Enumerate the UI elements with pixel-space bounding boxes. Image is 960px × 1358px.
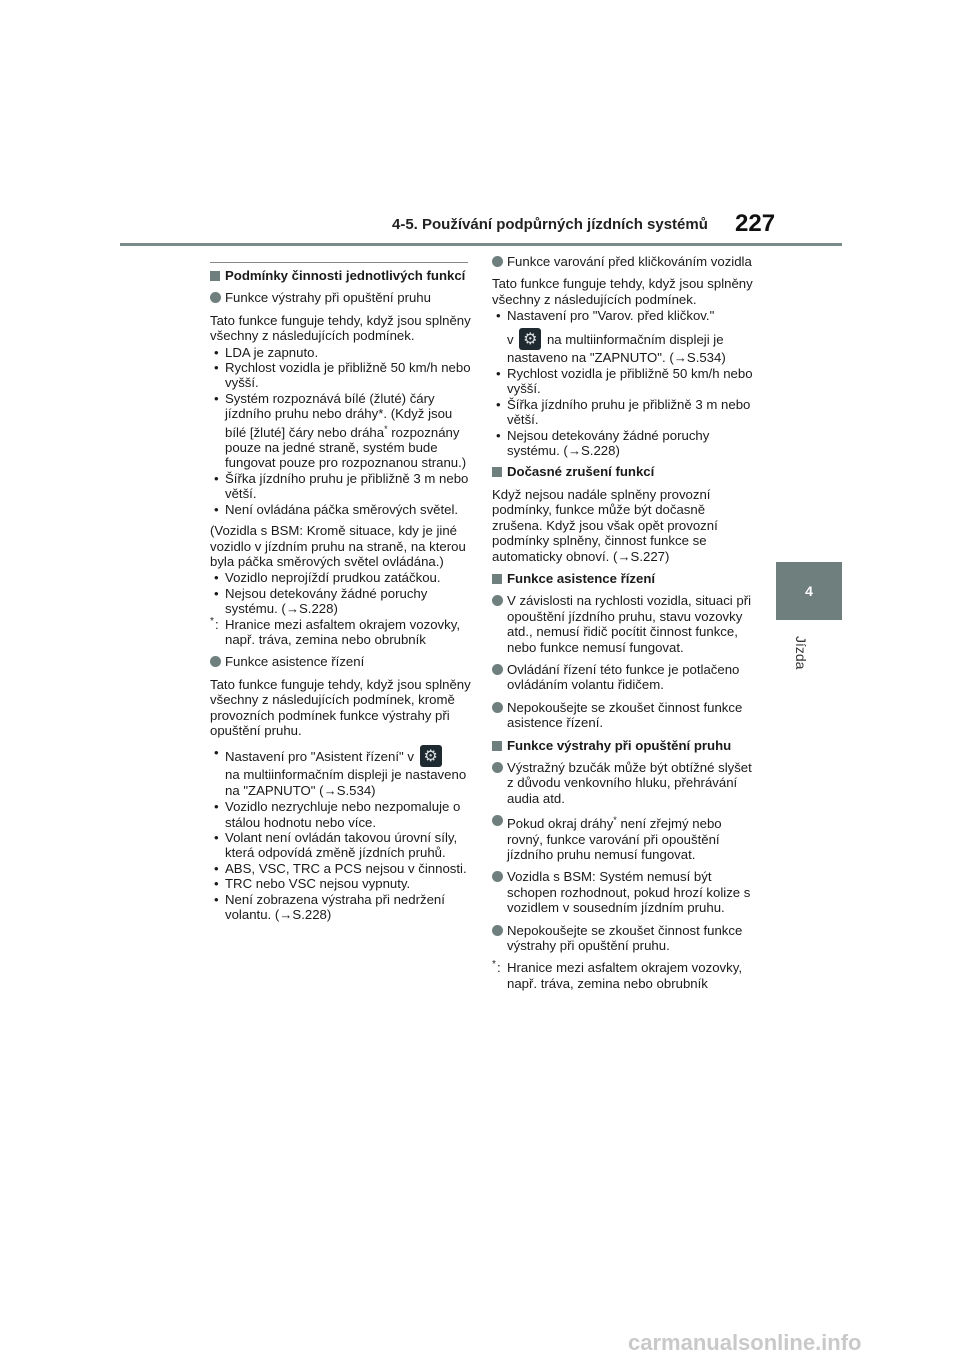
list-item: • LDA je zapnuto. — [214, 344, 319, 360]
bullet-item: V závislosti na rychlosti vozidla, situaci při opouštění jízdního pruhu, stavu vozovky atd., nemusí řidič pocítit činnost funkce, nebo funkce nemusí fungovat. — [492, 593, 754, 655]
list-item: • Nastavení pro "Asistent řízení" v ⚙ — [210, 745, 472, 767]
chapter-title: 4-5. Používání podpůrných jízdních systémů — [392, 216, 708, 233]
paragraph: (Vozidla s BSM: Kromě situace, kdy je jiné vozidlo v jízdním pruhu na straně, na kterou byla páčka směrových světel ovládána.) — [210, 523, 466, 569]
circle-bullet-icon — [492, 256, 503, 267]
section-heading: Podmínky činnosti jednotlivých funkcí — [210, 268, 472, 283]
footnote: * : Hranice mezi asfaltem okrajem vozovky, např. tráva, zemina nebo obrubník — [492, 959, 743, 991]
left-column — [210, 254, 472, 922]
list-item-continuation: na multiinformačním displeji je nastaveno na "ZAPNUTO" (→S.534) — [225, 767, 467, 798]
chapter-tab[interactable] — [776, 562, 842, 620]
settings-gear-icon — [420, 745, 442, 767]
square-bullet-icon — [492, 467, 502, 477]
square-bullet-icon — [210, 271, 220, 281]
settings-gear-icon — [519, 328, 541, 350]
list-item: • Vozidlo nezrychluje nebo nezpomaluje o stálou hodnotu nebo více. — [214, 799, 461, 830]
circle-bullet-icon — [492, 762, 503, 773]
list-item: • Vozidlo neprojíždí prudkou zatáčkou. — [214, 570, 441, 586]
list-item: • Volant není ovládán takovou úrovní síly, která odpovídá změně jízdních pruhů. — [214, 830, 458, 861]
bullet-item: Nepokoušejte se zkoušet činnost funkce výstrahy při opuštění pruhu. — [492, 923, 754, 954]
paragraph: Tato funkce funguje tehdy, když jsou splněny všechny z následujících podmínek. — [210, 312, 471, 344]
section-heading: Funkce výstrahy při opuštění pruhu — [492, 738, 754, 753]
bullet-item: Funkce asistence řízení — [210, 654, 472, 669]
paragraph: Tato funkce funguje tehdy, když jsou splněny všechny z následujících podmínek, kromě provozních podmínek funkce výstrahy při opuštění pruhu. — [210, 676, 471, 738]
circle-bullet-icon — [492, 871, 503, 882]
paragraph: Když nejsou nadále splněny provozní podmínky, funkce může být dočasně zrušena. Když jsou však opět provozní podmínky splněny, činnost funkce se automaticky obnoví. (→S.227) — [492, 486, 718, 564]
chapter-tab-label: Jízda — [793, 636, 809, 670]
bullet-item: Vozidla s BSM: Systém nemusí být schopen rozhodnout, pokud hrozí kolize s vozidlem v sousedním jízdním pruhu. — [492, 869, 754, 915]
footnote: * : Hranice mezi asfaltem okrajem vozovky, např. tráva, zemina nebo obrubník — [210, 615, 461, 647]
list-item: • TRC nebo VSC nejsou vypnuty. — [214, 876, 411, 892]
bullet-item: Nepokoušejte se zkoušet činnost funkce asistence řízení. — [492, 700, 754, 731]
section-heading: Funkce asistence řízení — [492, 571, 754, 586]
right-column — [492, 254, 754, 998]
list-item: • Systém rozpoznává bílé (žluté) čáry jízdního pruhu nebo dráhy*. (Když jsou bílé [žluté] čáry nebo dráha* rozpoznány pouze na jedné straně, systém bude fungovat pouze pro rozpoznanou stranu.) — [214, 390, 467, 471]
list-item: • Nastavení pro "Varov. před kličkov." — [496, 308, 715, 324]
page-number: 227 — [735, 210, 776, 237]
circle-bullet-icon — [492, 664, 503, 675]
list-item-continuation: v ⚙ na multiinformačním displeji je nastaveno na "ZAPNUTO". (→S.534) — [492, 328, 754, 365]
list-item: • Šířka jízdního pruhu je přibližně 3 m nebo větší. — [214, 470, 469, 502]
footnote-mark: * — [384, 423, 388, 434]
square-bullet-icon — [492, 574, 502, 584]
circle-bullet-icon — [492, 815, 503, 826]
list-item: • Není zobrazena výstraha při nedržení volantu. (→S.228) — [214, 891, 445, 923]
list-item: • Nejsou detekovány žádné poruchy systému. (→S.228) — [496, 427, 710, 459]
circle-bullet-icon — [492, 925, 503, 936]
list-item: • Rychlost vozidla je přibližně 50 km/h nebo vyšší. — [214, 360, 471, 391]
circle-bullet-icon — [210, 292, 221, 303]
watermark: carmanualsonline.info — [628, 1330, 862, 1355]
footnote-mark: * — [613, 815, 617, 826]
square-bullet-icon — [492, 741, 502, 751]
header-divider — [120, 243, 842, 246]
list-item: • Není ovládána páčka směrových světel. — [214, 501, 459, 517]
bullet-item: Ovládání řízení této funkce je potlačeno ovládáním volantu řidičem. — [492, 662, 754, 693]
bullet-item: Výstražný bzučák může být obtížné slyšet z důvodu venkovního hluku, přehrávání audia atd. — [492, 760, 754, 806]
bullet-item: Pokud okraj dráhy* není zřejmý nebo rovný, funkce varování při opouštění jízdního pruhu nemusí fungovat. — [492, 813, 754, 862]
bullet-item: Funkce varování před kličkováním vozidla — [492, 254, 754, 269]
circle-bullet-icon — [210, 656, 221, 667]
chapter-tab-number: 4 — [805, 583, 813, 599]
list-item: • ABS, VSC, TRC a PCS nejsou v činnosti. — [214, 860, 467, 876]
list-item: • Nejsou detekovány žádné poruchy systému. (→S.228) — [214, 585, 428, 617]
circle-bullet-icon — [492, 595, 503, 606]
list-item: • Rychlost vozidla je přibližně 50 km/h nebo vyšší. — [496, 366, 753, 397]
circle-bullet-icon — [492, 702, 503, 713]
list-item: • Šířka jízdního pruhu je přibližně 3 m nebo větší. — [496, 396, 751, 428]
bullet-item: Funkce výstrahy při opuštění pruhu — [210, 290, 472, 305]
paragraph: Tato funkce funguje tehdy, když jsou splněny všechny z následujících podmínek. — [492, 276, 753, 307]
section-heading: Dočasné zrušení funkcí — [492, 464, 754, 479]
